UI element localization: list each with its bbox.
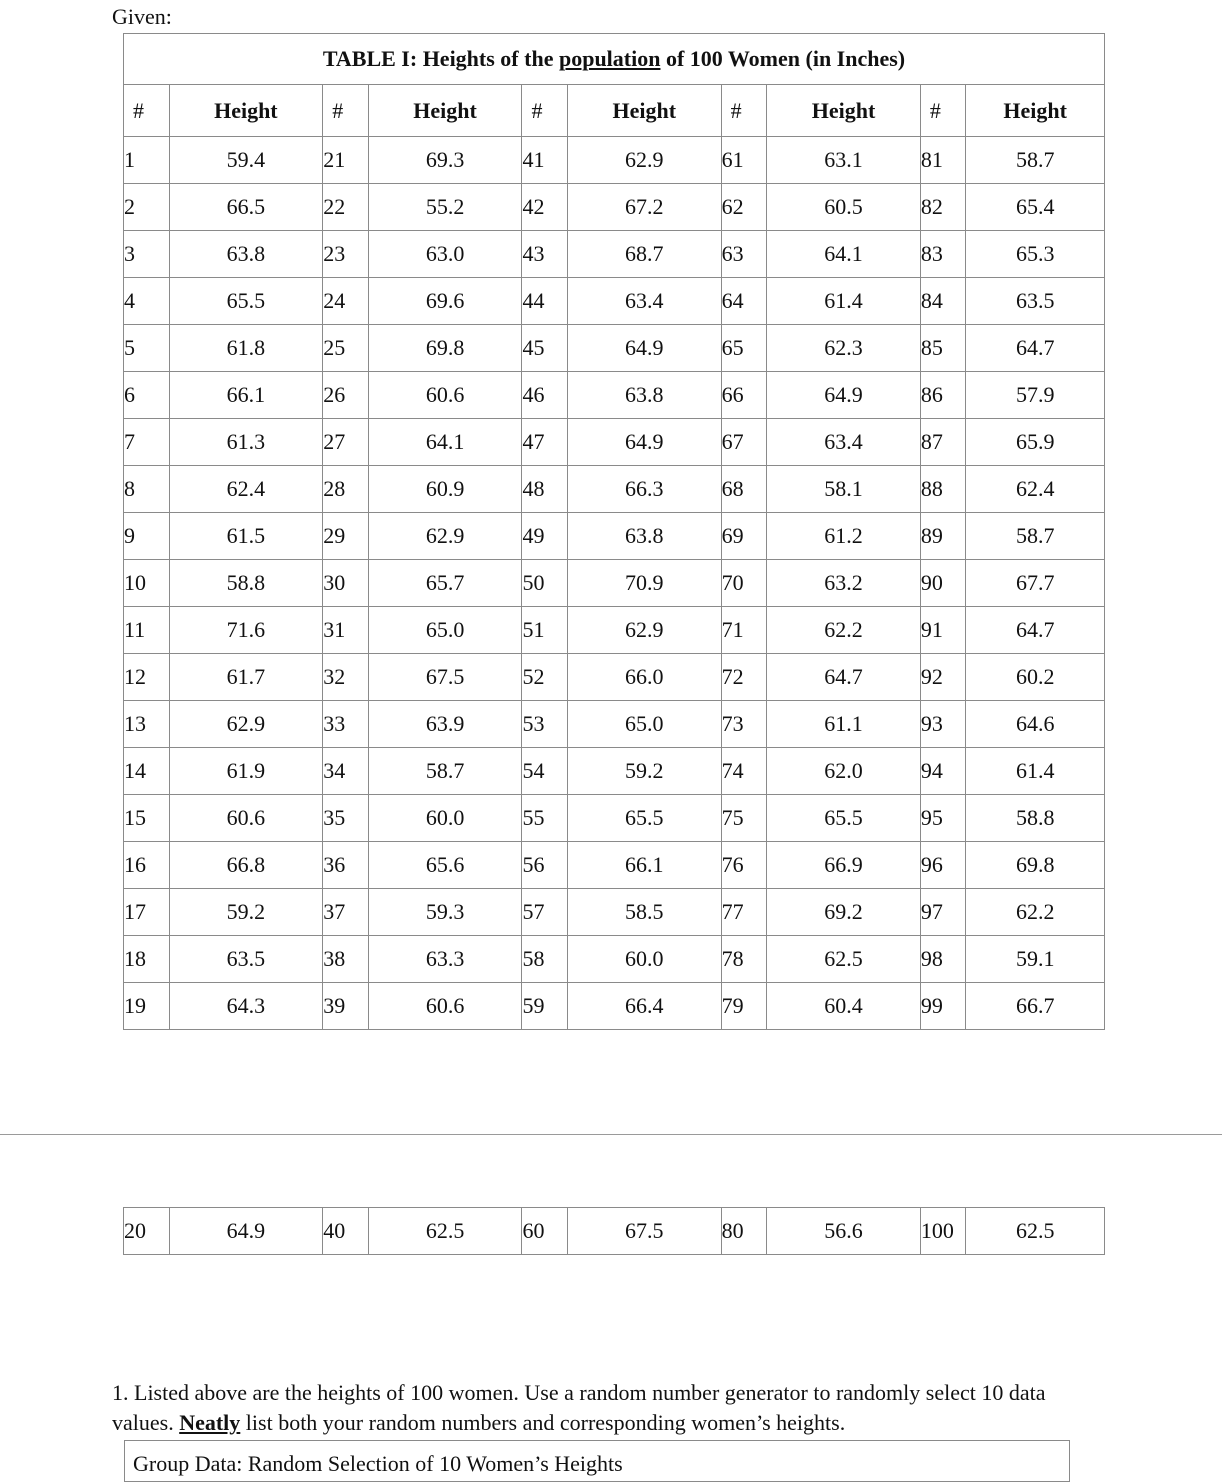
page-break-divider: [0, 1134, 1222, 1135]
row-number-cell: 11: [124, 607, 170, 654]
height-value-cell: 58.7: [966, 137, 1105, 184]
question-text-part1: 1. Listed above are the heights of 100 women. Use a random number generator to randomly select 10 data values.: [112, 1380, 1046, 1435]
height-value-cell: 62.3: [767, 325, 921, 372]
row-number-cell: 37: [323, 889, 369, 936]
height-value-cell: 65.5: [567, 795, 721, 842]
height-value-cell: 62.0: [767, 748, 921, 795]
height-value-cell: 60.6: [368, 372, 522, 419]
row-number-cell: 65: [721, 325, 767, 372]
height-value-cell: 58.8: [169, 560, 323, 607]
height-value-cell: 60.9: [368, 466, 522, 513]
height-value-cell: 66.7: [966, 983, 1105, 1030]
row-number-cell: 95: [920, 795, 966, 842]
row-number-cell: 17: [124, 889, 170, 936]
height-value-cell: 63.4: [767, 419, 921, 466]
table-row: [124, 701, 1105, 748]
row-number-cell: 62: [721, 184, 767, 231]
header-num: #: [323, 85, 369, 137]
height-value-cell: 60.6: [368, 983, 522, 1030]
table-row: [124, 842, 1105, 889]
height-value-cell: 63.8: [567, 372, 721, 419]
row-number-cell: 26: [323, 372, 369, 419]
height-value-cell: 60.0: [368, 795, 522, 842]
row-number-cell: 67: [721, 419, 767, 466]
table-row: [124, 936, 1105, 983]
row-number-cell: 81: [920, 137, 966, 184]
height-value-cell: 63.4: [567, 278, 721, 325]
height-value-cell: 60.2: [966, 654, 1105, 701]
row-number-cell: 3: [124, 231, 170, 278]
row-number-cell: 51: [522, 607, 568, 654]
row-number-cell: 79: [721, 983, 767, 1030]
height-value-cell: 62.4: [966, 466, 1105, 513]
header-height: Height: [767, 85, 921, 137]
height-value-cell: 61.4: [767, 278, 921, 325]
height-value-cell: 58.7: [966, 513, 1105, 560]
table-row: [124, 466, 1105, 513]
height-value-cell: 63.8: [567, 513, 721, 560]
row-number-cell: 69: [721, 513, 767, 560]
row-number-cell: 85: [920, 325, 966, 372]
given-label: Given:: [112, 4, 172, 29]
table-row: [124, 231, 1105, 278]
group-data-box-title: Group Data: Random Selection of 10 Women’s Heights: [133, 1451, 623, 1476]
height-value-cell: 61.8: [169, 325, 323, 372]
height-value-cell: 70.9: [567, 560, 721, 607]
row-number-cell: 61: [721, 137, 767, 184]
row-number-cell: 33: [323, 701, 369, 748]
height-value-cell: 58.7: [368, 748, 522, 795]
row-number-cell: 14: [124, 748, 170, 795]
header-height: Height: [567, 85, 721, 137]
row-number-cell: 43: [522, 231, 568, 278]
header-height: Height: [169, 85, 323, 137]
header-height: Height: [368, 85, 522, 137]
height-value-cell: 58.5: [567, 889, 721, 936]
row-number-cell: 31: [323, 607, 369, 654]
height-value-cell: 60.6: [169, 795, 323, 842]
table-title-underlined: population: [558, 46, 661, 71]
height-value-cell: 63.5: [169, 936, 323, 983]
height-value-cell: 69.8: [966, 842, 1105, 889]
row-number-cell: 12: [124, 654, 170, 701]
height-value-cell: 66.8: [169, 842, 323, 889]
row-number-cell: 27: [323, 419, 369, 466]
row-number-cell: 25: [323, 325, 369, 372]
row-number-cell: 34: [323, 748, 369, 795]
height-value-cell: 63.3: [368, 936, 522, 983]
table-header-row: [124, 85, 1105, 137]
height-value-cell: 61.9: [169, 748, 323, 795]
table-row: [124, 607, 1105, 654]
height-value-cell: 69.6: [368, 278, 522, 325]
row-number-cell: 87: [920, 419, 966, 466]
height-value-cell: 65.0: [567, 701, 721, 748]
row-number-cell: 53: [522, 701, 568, 748]
height-value-cell: 66.5: [169, 184, 323, 231]
row-number-cell: 7: [124, 419, 170, 466]
height-value-cell: 62.5: [767, 936, 921, 983]
row-number-cell: 9: [124, 513, 170, 560]
table-row: [124, 1208, 1105, 1255]
height-value-cell: 71.6: [169, 607, 323, 654]
table-row: [124, 654, 1105, 701]
row-number-cell: 30: [323, 560, 369, 607]
height-value-cell: 59.4: [169, 137, 323, 184]
height-value-cell: 61.3: [169, 419, 323, 466]
row-number-cell: 98: [920, 936, 966, 983]
height-value-cell: 59.2: [567, 748, 721, 795]
table-body: [124, 137, 1105, 1030]
row-number-cell: 29: [323, 513, 369, 560]
height-value-cell: 64.1: [767, 231, 921, 278]
height-value-cell: 68.7: [567, 231, 721, 278]
row-number-cell: 73: [721, 701, 767, 748]
question-1: [112, 1378, 1112, 1438]
height-value-cell: 61.4: [966, 748, 1105, 795]
height-value-cell: 61.7: [169, 654, 323, 701]
height-value-cell: 59.2: [169, 889, 323, 936]
height-value-cell: 64.3: [169, 983, 323, 1030]
row-number-cell: 4: [124, 278, 170, 325]
row-number-cell: 74: [721, 748, 767, 795]
height-value-cell: 60.5: [767, 184, 921, 231]
row-number-cell: 55: [522, 795, 568, 842]
row-number-cell: 83: [920, 231, 966, 278]
height-value-cell: 66.1: [567, 842, 721, 889]
height-value-cell: 62.5: [966, 1208, 1105, 1255]
height-value-cell: 61.5: [169, 513, 323, 560]
row-number-cell: 58: [522, 936, 568, 983]
table-title: [124, 34, 1105, 85]
height-value-cell: 65.5: [767, 795, 921, 842]
height-value-cell: 63.1: [767, 137, 921, 184]
row-number-cell: 91: [920, 607, 966, 654]
height-value-cell: 61.1: [767, 701, 921, 748]
row-number-cell: 6: [124, 372, 170, 419]
header-num: #: [124, 85, 170, 137]
height-value-cell: 62.5: [368, 1208, 522, 1255]
row-number-cell: 96: [920, 842, 966, 889]
table-row: [124, 184, 1105, 231]
table-row: [124, 513, 1105, 560]
height-value-cell: 59.3: [368, 889, 522, 936]
heights-table: [123, 33, 1105, 1030]
row-number-cell: 86: [920, 372, 966, 419]
height-value-cell: 63.9: [368, 701, 522, 748]
height-value-cell: 67.7: [966, 560, 1105, 607]
row-number-cell: 10: [124, 560, 170, 607]
row-number-cell: 94: [920, 748, 966, 795]
height-value-cell: 62.9: [169, 701, 323, 748]
row-number-cell: 84: [920, 278, 966, 325]
row-number-cell: 64: [721, 278, 767, 325]
height-value-cell: 64.6: [966, 701, 1105, 748]
height-value-cell: 67.5: [368, 654, 522, 701]
row-number-cell: 48: [522, 466, 568, 513]
row-number-cell: 40: [323, 1208, 369, 1255]
row-number-cell: 78: [721, 936, 767, 983]
row-number-cell: 75: [721, 795, 767, 842]
height-value-cell: 66.0: [567, 654, 721, 701]
table-row: [124, 372, 1105, 419]
row-number-cell: 72: [721, 654, 767, 701]
table-row: [124, 795, 1105, 842]
row-number-cell: 20: [124, 1208, 170, 1255]
height-value-cell: 64.7: [966, 325, 1105, 372]
height-value-cell: 64.9: [567, 419, 721, 466]
height-value-cell: 58.8: [966, 795, 1105, 842]
row-number-cell: 100: [920, 1208, 966, 1255]
header-num: #: [920, 85, 966, 137]
row-number-cell: 13: [124, 701, 170, 748]
row-number-cell: 54: [522, 748, 568, 795]
height-value-cell: 64.7: [966, 607, 1105, 654]
height-value-cell: 67.5: [567, 1208, 721, 1255]
row-number-cell: 1: [124, 137, 170, 184]
height-value-cell: 60.0: [567, 936, 721, 983]
height-value-cell: 65.9: [966, 419, 1105, 466]
height-value-cell: 66.1: [169, 372, 323, 419]
row-number-cell: 59: [522, 983, 568, 1030]
table-row: [124, 137, 1105, 184]
height-value-cell: 62.4: [169, 466, 323, 513]
question-text-part2: list both your random numbers and corresponding women’s heights.: [240, 1410, 846, 1435]
row-number-cell: 57: [522, 889, 568, 936]
group-data-box: [124, 1440, 1070, 1482]
row-number-cell: 90: [920, 560, 966, 607]
row-number-cell: 89: [920, 513, 966, 560]
row-number-cell: 76: [721, 842, 767, 889]
row-number-cell: 88: [920, 466, 966, 513]
row-number-cell: 92: [920, 654, 966, 701]
table-row: [124, 560, 1105, 607]
header-num: #: [721, 85, 767, 137]
row-number-cell: 23: [323, 231, 369, 278]
row-number-cell: 63: [721, 231, 767, 278]
row-number-cell: 71: [721, 607, 767, 654]
height-value-cell: 65.7: [368, 560, 522, 607]
height-value-cell: 56.6: [767, 1208, 921, 1255]
height-value-cell: 65.3: [966, 231, 1105, 278]
row-number-cell: 44: [522, 278, 568, 325]
row-number-cell: 41: [522, 137, 568, 184]
height-value-cell: 62.9: [567, 607, 721, 654]
row-number-cell: 52: [522, 654, 568, 701]
row-number-cell: 77: [721, 889, 767, 936]
row-number-cell: 42: [522, 184, 568, 231]
row-number-cell: 56: [522, 842, 568, 889]
height-value-cell: 64.9: [169, 1208, 323, 1255]
height-value-cell: 69.2: [767, 889, 921, 936]
height-value-cell: 58.1: [767, 466, 921, 513]
header-height: Height: [966, 85, 1105, 137]
table-title-suffix: of 100 Women (in Inches): [660, 46, 906, 71]
row-number-cell: 46: [522, 372, 568, 419]
row-number-cell: 49: [522, 513, 568, 560]
height-value-cell: 69.3: [368, 137, 522, 184]
height-value-cell: 67.2: [567, 184, 721, 231]
row-number-cell: 35: [323, 795, 369, 842]
heights-table-continued: [123, 1207, 1105, 1255]
row-number-cell: 93: [920, 701, 966, 748]
height-value-cell: 63.0: [368, 231, 522, 278]
row-number-cell: 36: [323, 842, 369, 889]
height-value-cell: 63.8: [169, 231, 323, 278]
row-number-cell: 38: [323, 936, 369, 983]
height-value-cell: 61.2: [767, 513, 921, 560]
row-number-cell: 68: [721, 466, 767, 513]
height-value-cell: 62.2: [767, 607, 921, 654]
table-title-prefix: TABLE I: Heights of the: [322, 46, 559, 71]
height-value-cell: 57.9: [966, 372, 1105, 419]
height-value-cell: 63.5: [966, 278, 1105, 325]
height-value-cell: 64.1: [368, 419, 522, 466]
height-value-cell: 59.1: [966, 936, 1105, 983]
table-row: [124, 278, 1105, 325]
height-value-cell: 63.2: [767, 560, 921, 607]
row-number-cell: 22: [323, 184, 369, 231]
row-number-cell: 32: [323, 654, 369, 701]
table-row: [124, 419, 1105, 466]
height-value-cell: 66.9: [767, 842, 921, 889]
height-value-cell: 64.7: [767, 654, 921, 701]
height-value-cell: 65.6: [368, 842, 522, 889]
question-emphasis: Neatly: [179, 1410, 241, 1435]
row-number-cell: 80: [721, 1208, 767, 1255]
table-row: [124, 889, 1105, 936]
row-number-cell: 70: [721, 560, 767, 607]
height-value-cell: 62.9: [368, 513, 522, 560]
row-number-cell: 66: [721, 372, 767, 419]
table-body-continued: [124, 1208, 1105, 1255]
row-number-cell: 21: [323, 137, 369, 184]
table-row: [124, 983, 1105, 1030]
height-value-cell: 64.9: [767, 372, 921, 419]
table-row: [124, 748, 1105, 795]
row-number-cell: 50: [522, 560, 568, 607]
row-number-cell: 2: [124, 184, 170, 231]
row-number-cell: 47: [522, 419, 568, 466]
row-number-cell: 82: [920, 184, 966, 231]
row-number-cell: 39: [323, 983, 369, 1030]
height-value-cell: 60.4: [767, 983, 921, 1030]
row-number-cell: 8: [124, 466, 170, 513]
height-value-cell: 62.2: [966, 889, 1105, 936]
row-number-cell: 15: [124, 795, 170, 842]
row-number-cell: 16: [124, 842, 170, 889]
row-number-cell: 19: [124, 983, 170, 1030]
row-number-cell: 24: [323, 278, 369, 325]
height-value-cell: 62.9: [567, 137, 721, 184]
row-number-cell: 5: [124, 325, 170, 372]
row-number-cell: 18: [124, 936, 170, 983]
height-value-cell: 69.8: [368, 325, 522, 372]
height-value-cell: 66.3: [567, 466, 721, 513]
height-value-cell: 55.2: [368, 184, 522, 231]
height-value-cell: 66.4: [567, 983, 721, 1030]
height-value-cell: 65.4: [966, 184, 1105, 231]
row-number-cell: 97: [920, 889, 966, 936]
height-value-cell: 64.9: [567, 325, 721, 372]
height-value-cell: 65.5: [169, 278, 323, 325]
row-number-cell: 60: [522, 1208, 568, 1255]
header-num: #: [522, 85, 568, 137]
height-value-cell: 65.0: [368, 607, 522, 654]
table-row: [124, 325, 1105, 372]
row-number-cell: 99: [920, 983, 966, 1030]
row-number-cell: 28: [323, 466, 369, 513]
row-number-cell: 45: [522, 325, 568, 372]
